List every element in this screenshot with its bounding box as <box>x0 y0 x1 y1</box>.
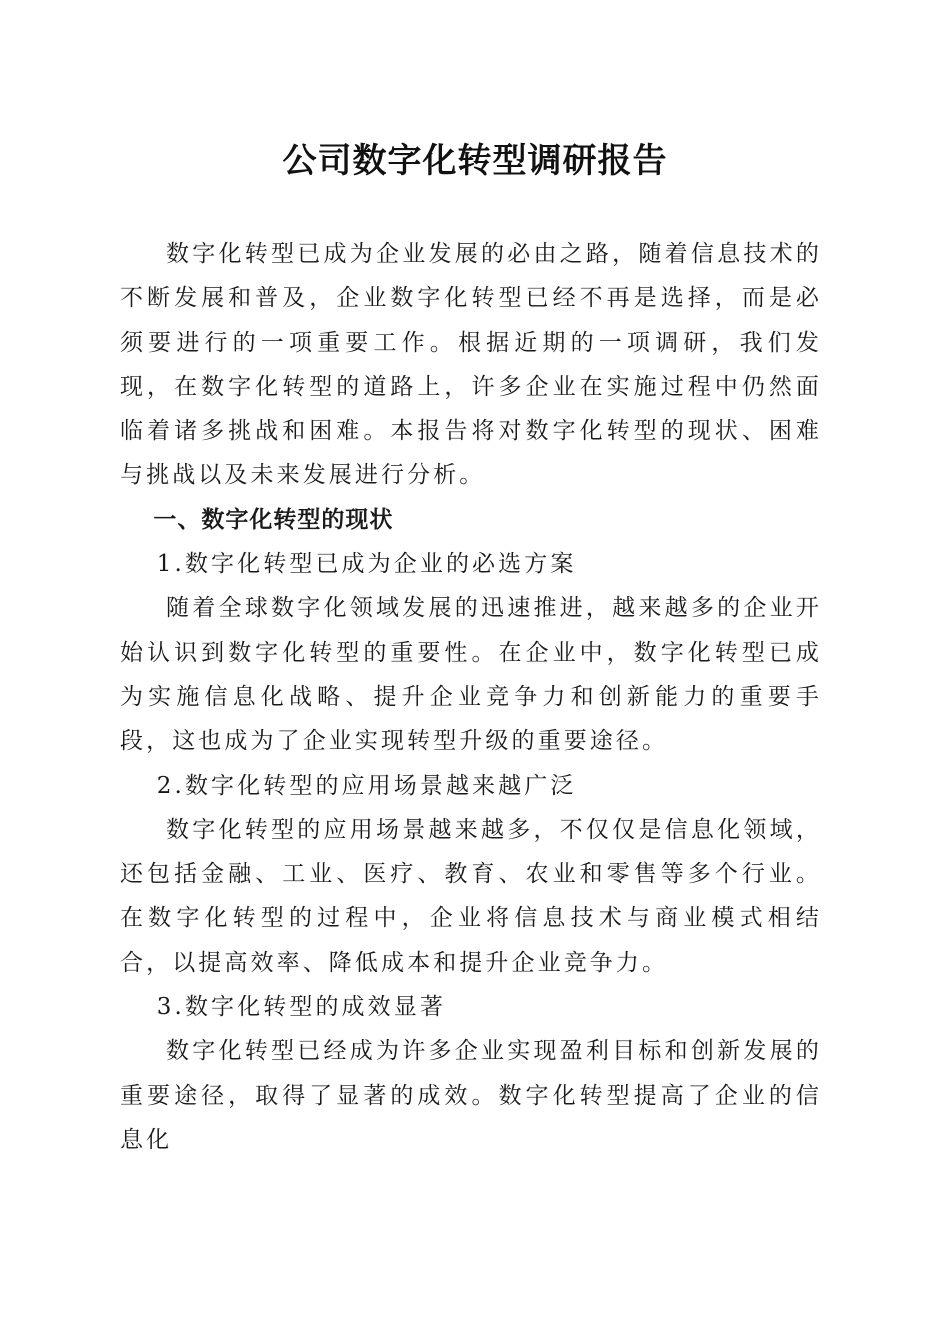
document-body <box>120 232 822 1162</box>
subheading-3: 3.数字化转型的成效显著 <box>156 994 446 1021</box>
document-title: 公司数字化转型调研报告 <box>282 141 668 181</box>
subheading-1: 1.数字化转型已成为企业的必选方案 <box>156 551 577 578</box>
section-heading: 一、数字化转型的现状 <box>153 506 394 533</box>
paragraph-1: 随着全球数字化领域发展的迅速推进，越来越多的企业开始认识到数字化转型的重要性。在企业中，数字化转型已成为实施信息化战略、提升企业竞争力和创新能力的重要手段，这也成为了企业实现转型升级的重要途径。 <box>120 595 822 755</box>
subheading-2: 2.数字化转型的应用场景越来越广泛 <box>156 772 577 799</box>
paragraph-2: 数字化转型的应用场景越来越多，不仅仅是信息化领域，还包括金融、工业、医疗、教育、农业和零售等多个行业。在数字化转型的过程中，企业将信息技术与商业模式相结合，以提高效率、降低成本和提升企业竞争力。 <box>120 816 822 976</box>
paragraph-3: 数字化转型已经成为许多企业实现盈利目标和创新发展的重要途径，取得了显著的成效。数字化转型提高了企业的信息化 <box>120 1038 822 1153</box>
intro-paragraph: 数字化转型已成为企业发展的必由之路，随着信息技术的不断发展和普及，企业数字化转型已经不再是选择，而是必须要进行的一项重要工作。根据近期的一项调研，我们发现，在数字化转型的道路上，许多企业在实施过程中仍然面临着诸多挑战和困难。本报告将对数字化转型的现状、困难与挑战以及未来发展进行分析。 <box>120 241 822 489</box>
